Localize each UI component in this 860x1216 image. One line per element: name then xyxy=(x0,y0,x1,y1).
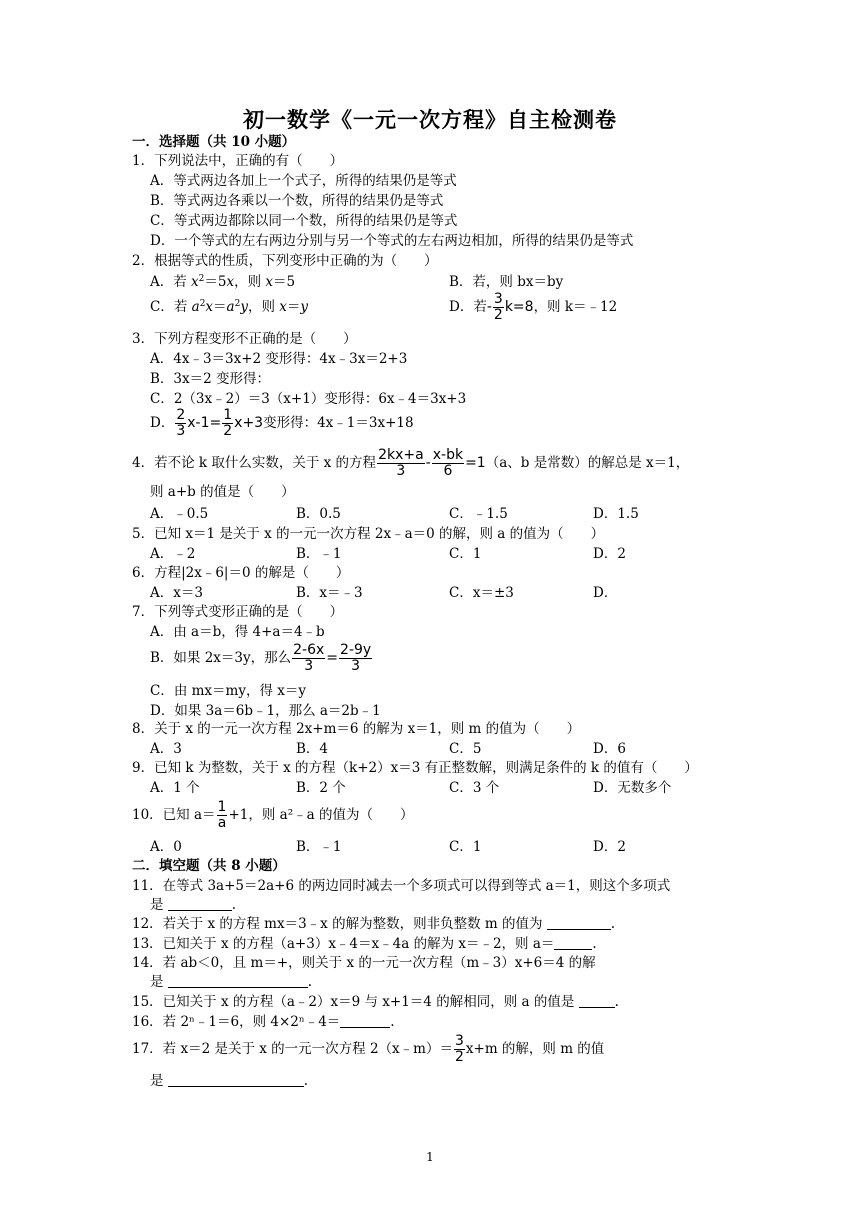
q14-line1: 14．若 ab＜0，且 m＝+，则关于 x 的一元一次方程（m﹣3）x+6＝4 的解 xyxy=(132,955,596,971)
q1-option-a: A．等式两边各加上一个式子，所得的结果仍是等式 xyxy=(150,173,457,189)
q2-option-b: B．若，则 bx＝by xyxy=(449,274,564,290)
q6-option-c: C．x＝±3 xyxy=(449,585,514,601)
q6-option-a: A．x＝3 xyxy=(150,585,203,601)
q4-option-d: D．1.5 xyxy=(593,506,639,522)
q8-option-d: D．6 xyxy=(593,741,626,757)
q4-option-b: B．0.5 xyxy=(296,506,341,522)
q16-answer-blank[interactable] xyxy=(340,1015,390,1028)
section-heading-choice: 一．选择题（共 10 小题） xyxy=(132,134,296,150)
q1-stem: 1．下列说法中，正确的有（ ） xyxy=(132,153,344,169)
q5-option-b: B．﹣1 xyxy=(296,546,342,562)
q4-stem: 4．若不论 k 取什么实数，关于 x 的方程 $\frac{2kx+a}{3}$ - $\frac{x-bk}{6}$ =1（a、b 是常数）的解总是 x＝1， xyxy=(132,447,690,479)
q6-option-d: D． xyxy=(593,585,618,601)
q2-option-a: A．若 $x^2=5x$，则 x＝5 xyxy=(150,274,296,290)
q16-line: 16．若 2ⁿ﹣1＝6，则 4×2ⁿ﹣4＝ . xyxy=(132,1014,395,1030)
q5-option-a: A．﹣2 xyxy=(150,546,196,562)
q7-stem: 7．下列等式变形正确的是（ ） xyxy=(132,604,344,620)
page-title: 初一数学《一元一次方程》自主检测卷 xyxy=(243,107,617,132)
q15-answer-blank[interactable] xyxy=(579,995,615,1008)
q4-fraction-2: $\frac{x-bk}{6}$ xyxy=(432,447,464,479)
q1-option-c: C．等式两边都除以同一个数，所得的结果仍是等式 xyxy=(150,213,458,229)
q11-line2: 是 . xyxy=(150,897,237,913)
q7-option-c: C．由 mx＝my，得 x＝y xyxy=(150,683,306,699)
q12-answer-blank[interactable] xyxy=(547,917,611,930)
q1-option-b: B．等式两边各乘以一个数，所得的结果仍是等式 xyxy=(150,193,444,209)
q17-line2: 是 . xyxy=(150,1073,309,1089)
q7-option-d: D．如果 3a＝6b﹣1，那么 a＝2b﹣1 xyxy=(150,703,381,719)
q3-d-fraction-1: $\frac{2}{3}$ xyxy=(176,407,186,439)
q10-option-b: B．﹣1 xyxy=(296,839,342,855)
q8-stem: 8．关于 x 的一元一次方程 2x+m＝6 的解为 x＝1，则 m 的值为（ ） xyxy=(132,721,581,737)
q3-option-b: B．3x＝2 变形得： xyxy=(150,371,271,387)
q17-fraction: $\frac{3}{2}$ xyxy=(454,1033,464,1065)
q4-fraction-1: $\frac{2kx+a}{3}$ xyxy=(378,447,424,479)
q9-option-c: C．3 个 xyxy=(449,780,500,796)
q7-b-fraction-1: $\frac{2-6x}{3}$ xyxy=(293,642,325,674)
q15-line: 15．已知关于 x 的方程（a﹣2）x＝9 与 x+1＝4 的解相同，则 a 的值是 . xyxy=(132,994,619,1010)
q3-stem: 3．下列方程变形不正确的是（ ） xyxy=(132,331,357,347)
q5-option-c: C．1 xyxy=(449,546,482,562)
q2-option-c: C．若 $a^2x=a^2y$，则 x＝y xyxy=(150,299,309,315)
q8-option-c: C．5 xyxy=(449,741,482,757)
q5-stem: 5．已知 x＝1 是关于 x 的一元一次方程 2x﹣a＝0 的解，则 a 的值为（ ） xyxy=(132,526,605,542)
q4-stem-line2: 则 a+b 的值是（ ） xyxy=(150,484,295,500)
page-number: 1 xyxy=(426,1150,434,1164)
q5-option-d: D．2 xyxy=(593,546,626,562)
q10-option-a: A．0 xyxy=(150,839,182,855)
q10-option-c: C．1 xyxy=(449,839,482,855)
q11-line1: 11．在等式 3a+5＝2a+6 的两边同时减去一个多项式可以得到等式 a＝1，则这个多项式 xyxy=(132,878,671,894)
q12-line: 12．若关于 x 的方程 mx＝3﹣x 的解为整数，则非负整数 m 的值为 . xyxy=(132,916,616,932)
q6-option-b: B．x＝﹣3 xyxy=(296,585,363,601)
q3-option-d: D． $\frac{2}{3}$ x-1= $\frac{1}{2}$ x+3变形得：4x﹣1＝3x+18 xyxy=(150,407,414,439)
q10-fraction: $\frac{1}{a}$ xyxy=(217,799,227,831)
q14-line2: 是 . xyxy=(150,974,313,990)
q11-answer-blank[interactable] xyxy=(168,898,232,911)
q4-option-c: C．﹣1.5 xyxy=(449,506,508,522)
q1-option-d: D．一个等式的左右两边分别与另一个等式的左右两边相加，所得的结果仍是等式 xyxy=(150,233,634,249)
q13-line: 13．已知关于 x 的方程（a+3）x﹣4＝x﹣4a 的解为 x＝﹣2，则 a＝ . xyxy=(132,936,597,952)
q7-option-a: A．由 a＝b，得 4+a＝4﹣b xyxy=(150,624,325,640)
q6-stem: 6．方程|2x﹣6|＝0 的解是（ ） xyxy=(132,565,350,581)
q3-d-fraction-2: $\frac{1}{2}$ xyxy=(223,407,233,439)
q2-option-d: D．若- $\frac{3}{2}$ k=8，则 k＝﹣12 xyxy=(449,291,618,323)
q9-option-d: D．无数多个 xyxy=(593,780,672,796)
q13-answer-blank[interactable] xyxy=(554,937,592,950)
q2-stem: 2．根据等式的性质，下列变形中正确的为（ ） xyxy=(132,253,438,269)
q8-option-b: B．4 xyxy=(296,741,329,757)
q10-stem: 10．已知 a＝ $\frac{1}{a}$ +1，则 a²﹣a 的值为（ ） xyxy=(132,799,414,831)
q9-option-a: A．1 个 xyxy=(150,780,200,796)
q9-stem: 9．已知 k 为整数，关于 x 的方程（k+2）x＝3 有正整数解，则满足条件的 k 的值有（ ） xyxy=(132,760,698,776)
q2-d-fraction: $\frac{3}{2}$ xyxy=(493,291,503,323)
q17-line1: 17．若 x＝2 是关于 x 的一元一次方程 2（x﹣m）＝ $\frac{3}{2}$ x+m 的解，则 m 的值 xyxy=(132,1033,605,1065)
q7-b-fraction-2: $\frac{2-9y}{3}$ xyxy=(340,642,372,674)
q3-option-a: A．4x﹣3＝3x+2 变形得：4x﹣3x＝2+3 xyxy=(150,351,408,367)
section-heading-fill: 二．填空题（共 8 小题） xyxy=(132,858,286,874)
q17-answer-blank[interactable] xyxy=(168,1074,304,1087)
q10-option-d: D．2 xyxy=(593,839,626,855)
q8-option-a: A．3 xyxy=(150,741,182,757)
q14-answer-blank[interactable] xyxy=(168,975,308,988)
q9-option-b: B．2 个 xyxy=(296,780,346,796)
q3-option-c: C．2（3x﹣2）＝3（x+1）变形得：6x﹣4＝3x+3 xyxy=(150,391,467,407)
q7-option-b: B．如果 2x＝3y，那么 $\frac{2-6x}{3}$ = $\frac{2-9y}{3}$ xyxy=(150,642,372,674)
q4-option-a: A．﹣0.5 xyxy=(150,506,209,522)
